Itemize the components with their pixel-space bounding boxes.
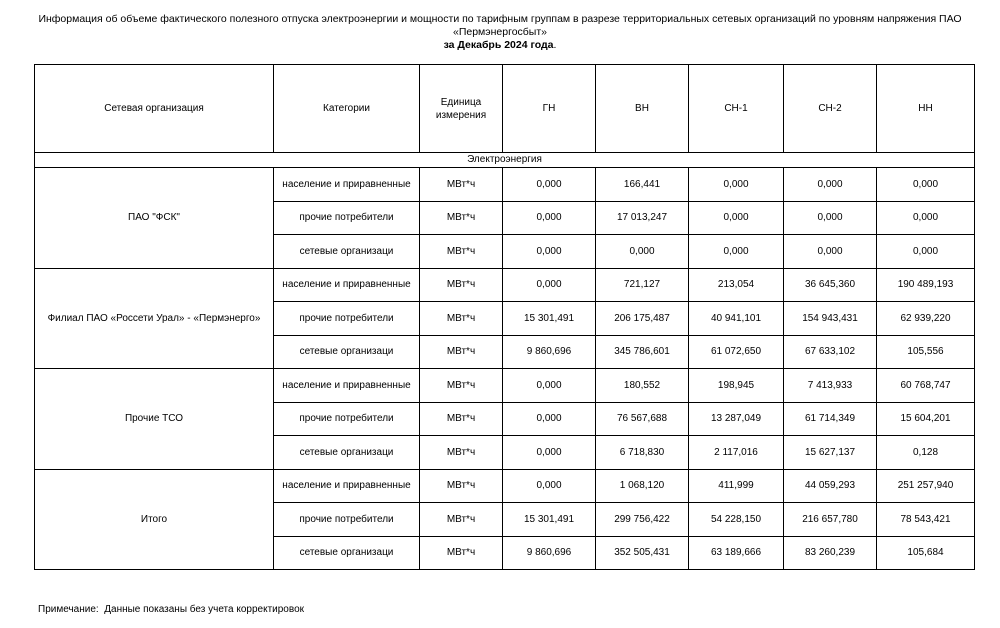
value-sn1: 411,999 — [689, 469, 784, 503]
value-vn: 76 567,688 — [596, 402, 689, 436]
value-gn: 0,000 — [503, 201, 596, 235]
value-gn: 0,000 — [503, 235, 596, 269]
header-category: Категории — [274, 65, 420, 153]
category-cell: прочие потребители — [274, 302, 420, 336]
value-sn1: 213,054 — [689, 268, 784, 302]
value-gn: 9 860,696 — [503, 335, 596, 369]
unit-cell: МВт*ч — [420, 402, 503, 436]
category-cell: население и приравненные — [274, 168, 420, 202]
value-sn2: 15 627,137 — [784, 436, 877, 470]
org-cell: ПАО "ФСК" — [35, 168, 274, 269]
value-vn: 166,441 — [596, 168, 689, 202]
section-electricity: Электроэнергия — [35, 153, 975, 168]
value-nn: 62 939,220 — [877, 302, 975, 336]
category-cell: прочие потребители — [274, 503, 420, 537]
value-sn2: 67 633,102 — [784, 335, 877, 369]
value-nn: 0,000 — [877, 168, 975, 202]
note-text: Данные показаны без учета корректировок — [104, 604, 305, 615]
unit-cell: МВт*ч — [420, 201, 503, 235]
value-sn2: 61 714,349 — [784, 402, 877, 436]
value-gn: 9 860,696 — [503, 536, 596, 570]
unit-cell: МВт*ч — [420, 168, 503, 202]
unit-cell: МВт*ч — [420, 369, 503, 403]
value-nn: 78 543,421 — [877, 503, 975, 537]
value-vn: 17 013,247 — [596, 201, 689, 235]
value-sn2: 36 645,360 — [784, 268, 877, 302]
value-nn: 0,128 — [877, 436, 975, 470]
value-sn1: 40 941,101 — [689, 302, 784, 336]
value-gn: 0,000 — [503, 469, 596, 503]
org-cell: Прочие ТСО — [35, 369, 274, 470]
report-title — [0, 13, 1000, 52]
value-gn: 0,000 — [503, 168, 596, 202]
category-cell: сетевые организаци — [274, 235, 420, 269]
value-vn: 6 718,830 — [596, 436, 689, 470]
unit-cell: МВт*ч — [420, 436, 503, 470]
value-nn: 0,000 — [877, 235, 975, 269]
value-vn: 345 786,601 — [596, 335, 689, 369]
value-sn2: 7 413,933 — [784, 369, 877, 403]
header-nn: НН — [877, 65, 975, 153]
period-suffix: . — [553, 39, 557, 51]
value-nn: 190 489,193 — [877, 268, 975, 302]
table-row — [35, 168, 975, 202]
category-cell: сетевые организаци — [274, 335, 420, 369]
value-sn1: 0,000 — [689, 201, 784, 235]
value-nn: 105,684 — [877, 536, 975, 570]
value-gn: 15 301,491 — [503, 302, 596, 336]
value-vn: 299 756,422 — [596, 503, 689, 537]
header-vn: ВН — [596, 65, 689, 153]
value-sn1: 198,945 — [689, 369, 784, 403]
footnote — [38, 604, 304, 615]
unit-cell: МВт*ч — [420, 235, 503, 269]
value-sn2: 0,000 — [784, 168, 877, 202]
unit-cell: МВт*ч — [420, 536, 503, 570]
value-sn2: 0,000 — [784, 235, 877, 269]
value-sn2: 83 260,239 — [784, 536, 877, 570]
category-cell: сетевые организаци — [274, 436, 420, 470]
header-unit-line1: Единица — [440, 96, 482, 108]
header-unit — [420, 65, 503, 153]
unit-cell: МВт*ч — [420, 302, 503, 336]
value-vn: 0,000 — [596, 235, 689, 269]
value-sn1: 61 072,650 — [689, 335, 784, 369]
section-row — [35, 153, 975, 168]
header-org: Сетевая организация — [35, 65, 274, 153]
category-cell: прочие потребители — [274, 402, 420, 436]
header-sn2: СН-2 — [784, 65, 877, 153]
value-gn: 0,000 — [503, 402, 596, 436]
value-vn: 352 505,431 — [596, 536, 689, 570]
value-sn2: 0,000 — [784, 201, 877, 235]
value-sn1: 0,000 — [689, 168, 784, 202]
title-line-1: Информация об объеме фактического полезного отпуска электроэнергии и мощности по тарифным группам в разрезе территориальных сетевых организаций по уровням напряжения ПАО — [38, 13, 962, 25]
value-gn: 0,000 — [503, 436, 596, 470]
header-unit-line2: измерения — [435, 109, 487, 121]
table-row — [35, 369, 975, 403]
header-sn1: СН-1 — [689, 65, 784, 153]
org-cell: Итого — [35, 469, 274, 570]
value-sn2: 44 059,293 — [784, 469, 877, 503]
value-sn1: 0,000 — [689, 235, 784, 269]
value-gn: 15 301,491 — [503, 503, 596, 537]
category-cell: население и приравненные — [274, 268, 420, 302]
table-row — [35, 469, 975, 503]
header-gn: ГН — [503, 65, 596, 153]
table-row — [35, 268, 975, 302]
unit-cell: МВт*ч — [420, 469, 503, 503]
note-label: Примечание: — [38, 604, 99, 615]
category-cell: сетевые организаци — [274, 536, 420, 570]
category-cell: прочие потребители — [274, 201, 420, 235]
org-cell: Филиал ПАО «Россети Урал» - «Пермэнерго» — [35, 268, 274, 369]
value-vn: 721,127 — [596, 268, 689, 302]
value-gn: 0,000 — [503, 369, 596, 403]
value-vn: 1 068,120 — [596, 469, 689, 503]
value-sn2: 216 657,780 — [784, 503, 877, 537]
title-period — [0, 39, 1000, 52]
value-vn: 206 175,487 — [596, 302, 689, 336]
energy-table — [34, 64, 975, 570]
value-sn1: 13 287,049 — [689, 402, 784, 436]
value-nn: 0,000 — [877, 201, 975, 235]
header-row — [35, 65, 975, 153]
category-cell: население и приравненные — [274, 369, 420, 403]
unit-cell: МВт*ч — [420, 503, 503, 537]
value-nn: 60 768,747 — [877, 369, 975, 403]
value-gn: 0,000 — [503, 268, 596, 302]
value-nn: 251 257,940 — [877, 469, 975, 503]
value-nn: 15 604,201 — [877, 402, 975, 436]
value-sn1: 54 228,150 — [689, 503, 784, 537]
value-sn1: 2 117,016 — [689, 436, 784, 470]
value-vn: 180,552 — [596, 369, 689, 403]
value-sn2: 154 943,431 — [784, 302, 877, 336]
unit-cell: МВт*ч — [420, 335, 503, 369]
value-nn: 105,556 — [877, 335, 975, 369]
value-sn1: 63 189,666 — [689, 536, 784, 570]
title-line-2: «Пермэнергосбыт» — [452, 26, 548, 38]
period-text: за Декабрь 2024 года — [443, 39, 554, 51]
category-cell: население и приравненные — [274, 469, 420, 503]
unit-cell: МВт*ч — [420, 268, 503, 302]
